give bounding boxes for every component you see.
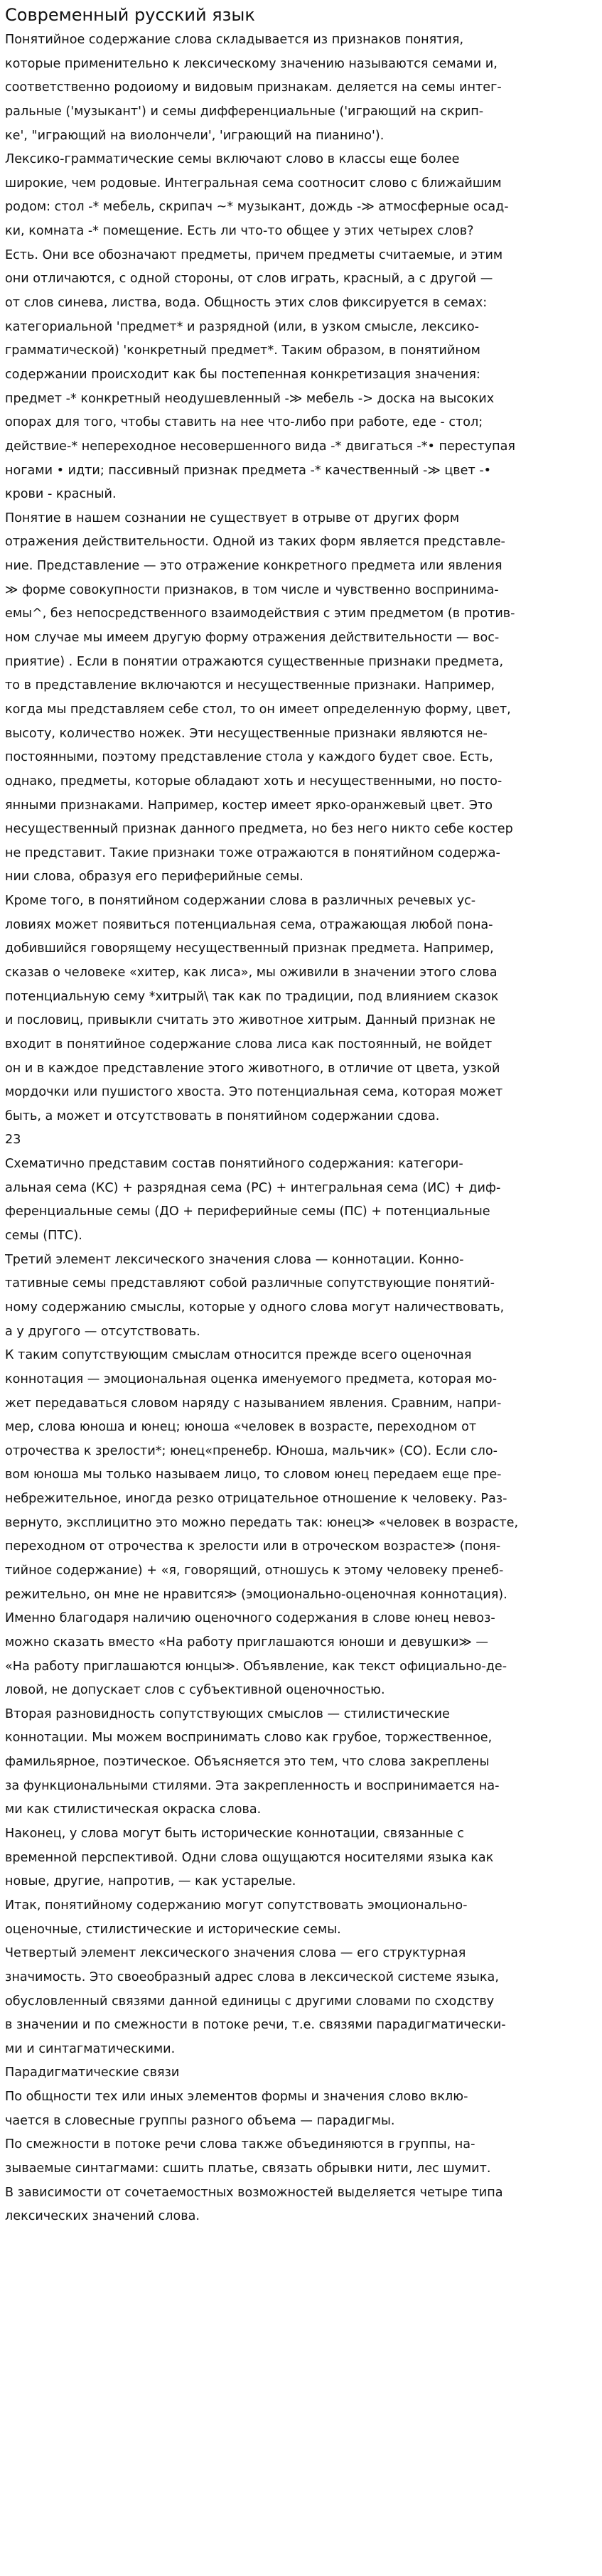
text-line: ние. Представление — это отражение конкретного предмета или явления [5, 559, 502, 574]
text-line: коннотации. Мы можем воспринимать слово как грубое, торжественное, [5, 1731, 493, 1746]
text-line: ном случае мы имеем другую форму отражения действительности — вос- [5, 631, 500, 646]
text-line: грамматической) 'конкретный предмет*. Таким образом, в понятийном [5, 343, 480, 358]
text-line: В зависимости от сочетаемостных возможностей выделяется четыре типа [5, 2185, 503, 2200]
text-line: Кроме того, в понятийном содержании слова в различных речевых ус- [5, 894, 476, 909]
text-line: ке', "играющий на виолончели', 'играющий на пианино'). [5, 128, 385, 143]
text-line: тийное содержание) + «я, говорящий, отношусь к этому человеку пренеб- [5, 1564, 504, 1578]
text-line: отражения действительности. Одной из таких форм является представле- [5, 535, 505, 550]
text-line: ≫ форме совокупности признаков, в том числе и чувственно воспринима- [5, 582, 499, 597]
text-line: Есть. Они все обозначают предметы, причем предметы считаемые, и этим [5, 247, 503, 262]
text-line: емы^, без непосредственного взаимодействия с этим предметом (в против- [5, 606, 515, 621]
document-body [5, 28, 592, 2229]
text-line: временной перспективой. Одни слова ощущаются носителями языка как [5, 1850, 494, 1865]
text-line: несущественный признак данного предмета, но без него никто себе костер [5, 822, 513, 837]
text-line: крови - красный. [5, 487, 117, 502]
text-line: входит в понятийное содержание слова лиса как постоянный, не войдет [5, 1037, 493, 1052]
text-line: семы (ПТС). [5, 1229, 82, 1244]
text-line: когда мы представляем себе стол, то он имеет определенную форму, цвет, [5, 702, 511, 717]
text-line: ральные ('музыкант') и семы дифференциальные ('играющий на скрип- [5, 104, 484, 119]
text-line: не представит. Такие признаки тоже отражаются в понятийном содержа- [5, 845, 500, 860]
text-line: ми как стилистическая окраска слова. [5, 1802, 262, 1817]
text-line: Схематично представим состав понятийного содержания: категори- [5, 1157, 463, 1172]
text-line: однако, предметы, которые обладают хоть и несущественными, но посто- [5, 774, 502, 789]
text-line: новые, другие, напротив, — как устарелые. [5, 1874, 296, 1889]
text-line: ки, комната -* помещение. Есть ли что-то общее у этих четырех слов? [5, 224, 474, 239]
text-line: от слов синева, листва, вода. Общность этих слов фиксируется в семах: [5, 296, 488, 311]
text-line: нии слова, образуя его периферийные семы. [5, 870, 303, 885]
text-line: режительно, он мне не нравится≫ (эмоционально-оценочная коннотация). [5, 1587, 507, 1602]
text-line: Третий элемент лексического значения слова — коннотации. Конно- [5, 1252, 464, 1267]
text-line: обусловленный связями данной единицы с другими словами по сходству [5, 1994, 495, 2009]
text-line: По смежности в потоке речи слова также объединяются в группы, на- [5, 2137, 475, 2152]
text-line: чается в словесные группы разного объема — парадигмы. [5, 2113, 395, 2128]
text-line: Лексико-грамматические семы включают слово в классы еще более [5, 152, 460, 167]
text-line: фамильярное, поэтическое. Объясняется это тем, что слова закреплены [5, 1755, 490, 1770]
text-line: «На работу приглашаются юнцы≫. Объявление, как текст официально-де- [5, 1659, 507, 1674]
text-line: ми и синтагматическими. [5, 2041, 176, 2056]
text-line: жет передаваться словом наряду с называнием явления. Сравним, напри- [5, 1396, 502, 1411]
text-line: Итак, понятийному содержанию могут сопутствовать эмоционально- [5, 1898, 468, 1913]
text-line: зываемые синтагмами: сшить платье, связать обрывки нити, лес шумит. [5, 2161, 491, 2176]
text-line: которые применительно к лексическому значению называются семами и, [5, 56, 498, 71]
text-line: Вторая разновидность сопутствующих смыслов — стилистические [5, 1706, 450, 1721]
text-line: широкие, чем родовые. Интегральная сема соотносит слово с ближайшим [5, 176, 502, 191]
text-line: отрочества к зрелости*; юнец«пренебр. Юноша, мальчик» (СО). Если сло- [5, 1443, 498, 1458]
text-line: ловой, не допускает слов с субъективной оценочностью. [5, 1683, 385, 1698]
text-line: янными признаками. Например, костер имеет ярко-оранжевый цвет. Это [5, 798, 493, 813]
text-line: Наконец, у слова могут быть исторические коннотации, связанные с [5, 1827, 464, 1842]
text-line: ногами • идти; пассивный признак предмета -* качественный -≫ цвет -• [5, 463, 492, 478]
text-line: содержании происходит как бы постепенная конкретизация значения: [5, 367, 480, 382]
text-line: К таким сопутствующим смыслам относится прежде всего оценочная [5, 1348, 472, 1363]
text-line: высоту, количество ножек. Эти несущественные признаки являются не- [5, 726, 488, 741]
text-line: соответственно родоиому и видовым признакам. деляется на семы интег- [5, 80, 502, 95]
text-line: оценочные, стилистические и исторические семы. [5, 1922, 341, 1937]
text-line: и пословиц, привыкли считать это животное хитрым. Данный признак не [5, 1013, 495, 1028]
text-line: он и в каждое представление этого животного, в отличие от цвета, узкой [5, 1061, 500, 1076]
text-line: лексических значений слова. [5, 2209, 200, 2224]
text-line: вом юноша мы только называем лицо, то словом юнец передаем еще пре- [5, 1468, 502, 1482]
document-title: Современный русский язык [5, 5, 255, 25]
text-line: значимость. Это своеобразный адрес слова в лексической системе языка, [5, 1970, 499, 1984]
text-line: за функциональными стилями. Эта закрепленность и воспринимается на- [5, 1778, 500, 1793]
text-line: альная сема (КС) + разрядная сема (РС) + интегральная сема (ИС) + диф- [5, 1180, 501, 1195]
text-line: они отличаются, с одной стороны, от слов играть, красный, а с другой — [5, 272, 493, 287]
text-line: действие-* непереходное несовершенного вида -* двигаться -*• переступая [5, 439, 515, 454]
text-line: приятие) . Если в понятии отражаются существенные признаки предмета, [5, 654, 504, 669]
text-line: в значении и по смежности в потоке речи, т.е. связями парадигматически- [5, 2018, 506, 2033]
text-line: тативные семы представляют собой различные сопутствующие понятий- [5, 1276, 495, 1291]
text-line: Понятийное содержание слова складывается из признаков понятия, [5, 33, 464, 47]
text-line: По общности тех или иных элементов формы и значения слово вклю- [5, 2090, 468, 2105]
text-line: мордочки или пушистого хвоста. Это потенциальная сема, которая может [5, 1085, 503, 1100]
text-line: ному содержанию смыслы, которые у одного слова могут наличествовать, [5, 1300, 505, 1315]
text-line: переходном от отрочества к зрелости или в отроческом возрасте≫ (поня- [5, 1539, 501, 1554]
text-line: Четвертый элемент лексического значения слова — его структурная [5, 1946, 466, 1961]
text-line: а у другого — отсутствовать. [5, 1324, 200, 1339]
text-line: Парадигматические связи [5, 2065, 180, 2080]
text-line: сказав о человеке «хитер, как лиса», мы оживили в значении этого слова [5, 965, 498, 980]
text-line: категориальной 'предмет* и разрядной (или, в узком смысле, лексико- [5, 319, 480, 334]
text-line: вернуто, эксплицитно это можно передать так: юнец≫ «человек в возрасте, [5, 1515, 519, 1530]
text-line: Понятие в нашем сознании не существует в отрыве от других форм [5, 511, 460, 525]
text-line: то в представление включаются и несущественные признаки. Например, [5, 678, 495, 693]
text-line: небрежительное, иногда резко отрицательное отношение к человеку. Раз- [5, 1492, 507, 1507]
text-line: Именно благодаря наличию оценочного содержания в слове юнец невоз- [5, 1611, 495, 1626]
text-line: предмет -* конкретный неодушевленный -≫ мебель -> доска на высоких [5, 391, 495, 406]
text-line: мер, слова юноша и юнец; юноша «человек в возрасте, переходном от [5, 1420, 477, 1435]
text-line: потенциальную сему *хитрый\ так как по традиции, под влиянием сказок [5, 989, 499, 1004]
text-line: можно сказать вместо «На работу приглашаются юноши и девушки≫ — [5, 1635, 489, 1650]
text-line: коннотация — эмоциональная оценка именуемого предмета, которая мо- [5, 1372, 498, 1386]
text-line: добившийся говорящему несущественный признак предмета. Например, [5, 941, 494, 956]
text-line: ференциальные семы (ДО + периферийные семы (ПС) + потенциальные [5, 1204, 490, 1219]
text-line: быть, а может и отсутствовать в понятийном содержании сдова. [5, 1108, 440, 1123]
text-line: ловиях может появиться потенциальная сема, отражающая любой пона- [5, 917, 493, 932]
text-line: постоянными, поэтому представление стола у каждого будет свое. Есть, [5, 750, 493, 765]
text-line: родом: стол -* мебель, скрипач ~* музыкант, дождь -≫ атмосферные осад- [5, 200, 509, 215]
text-line: 23 [5, 1133, 21, 1148]
text-line: опорах для того, чтобы ставить на нее что-либо при работе, еде - стол; [5, 415, 483, 430]
